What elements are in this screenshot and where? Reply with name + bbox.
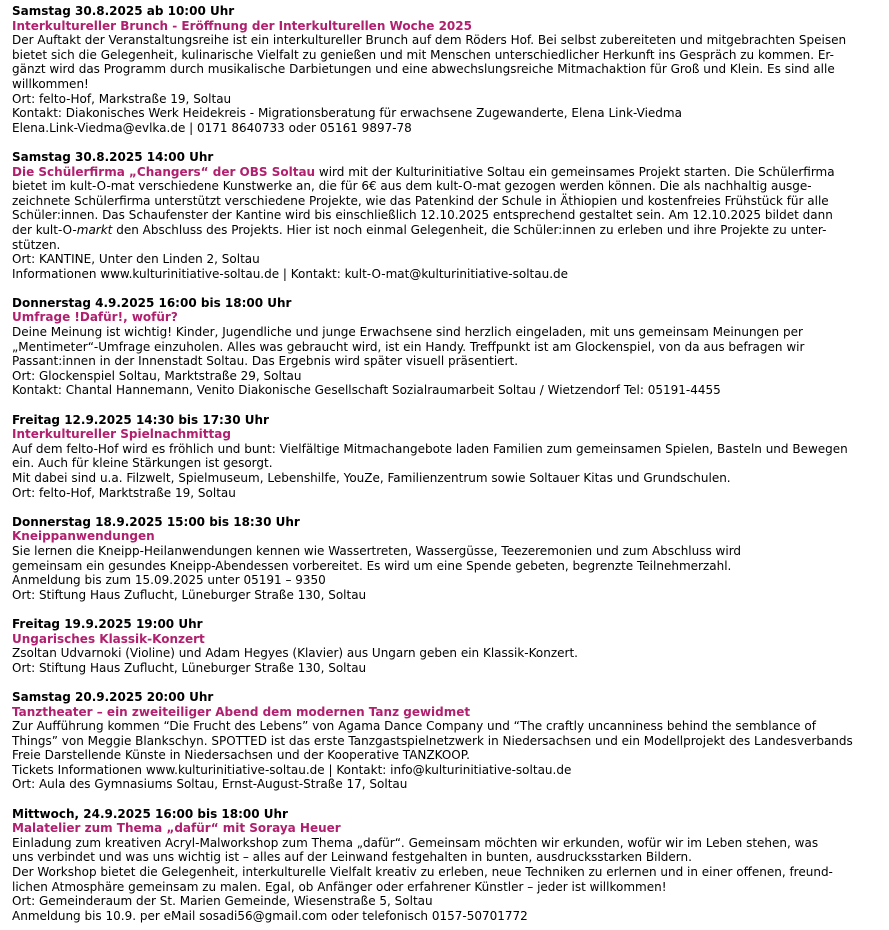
contact-line: Tickets Informationen www.kulturinitiative-soltau.de | Kontakt: info@kulturinitiative-soltau.de [12,762,572,777]
description-line: lichen Atmosphäre gemeinsam zu malen. Egal, ob Anfänger oder erfahrener Künstler – jeder ist willkommen! [12,879,667,894]
description-line: Passant:innen in der Innenstadt Soltau. Das Ergebnis wird später visuell präsentiert. [12,354,519,369]
description-line: Schüler:innen. Das Schaufenster der Kantine wird bis einschließlich 12.10.2025 entsprechend gestaltet sein. Am 12.10.2025 bildet dann [12,208,833,223]
event-title: Interkultureller Spielnachmittag [12,427,231,442]
event-title: Interkultureller Brunch - Eröffnung der Interkulturellen Woche 2025 [12,18,472,33]
event-date: Donnerstag 4.9.2025 16:00 bis 18:00 Uhr [12,295,292,310]
description-text: wird mit der Kulturinitiative Soltau ein gemeinsames Projekt starten. Die Schülerfirma [315,164,835,179]
event-malatelier [12,807,879,924]
event-title: Tanztheater – ein zweiteiliger Abend dem modernen Tanz gewidmet [12,704,471,719]
description-line: Zsoltan Udvarnoki (Violine) und Adam Hegyes (Klavier) aus Ungarn geben ein Klassik-Konzert. [12,646,578,661]
description-line: gemeinsam ein gesundes Kneipp-Abendessen vorbereitet. Es wird um eine Spende gebeten, begrenzte Teilnehmerzahl. [12,558,732,573]
contact-line: Kontakt: Chantal Hannemann, Venito Diakonische Gesellschaft Sozialraumarbeit Soltau / Wietzendorf Tel: 05191-4455 [12,383,721,398]
location-line: Ort: Stiftung Haus Zuflucht, Lüneburger Straße 130, Soltau [12,660,367,675]
description-line: Freie Darstellende Künste in Niedersachsen und der Kooperative TANZKOOP. [12,748,470,763]
description-text: den Abschluss des Projekts. Hier ist noch einmal Gelegenheit, die Schüler:innen zu erleben und ihre Projekte zu unter- [112,222,827,237]
description-line: Der Workshop bietet die Gelegenheit, interkulturelle Vielfalt kreativ zu erleben, neue Techniken zu erlernen und in einer offenen, freund- [12,865,833,880]
event-kneipp [12,515,879,603]
description-line: bietet sich die Gelegenheit, kulinarische Vielfalt zu genießen und mit Menschen unterschiedlicher Herkunft ins Gespräch zu kommen. Er- [12,47,834,62]
location-line: Ort: Aula des Gymnasiums Soltau, Ernst-August-Straße 17, Soltau [12,777,408,792]
description-line: Things” von Meggie Blankschyn. SPOTTED ist das erste Tanzgastspielnetzwerk in Niedersachsen und ein Modellprojekt des Landesverbands [12,733,853,748]
registration-line: Anmeldung bis 10.9. per eMail sosadi56@gmail.com oder telefonisch 0157-50701772 [12,908,528,923]
description-line: stützen. [12,237,61,252]
event-date: Freitag 19.9.2025 19:00 Uhr [12,616,203,631]
event-date: Donnerstag 18.9.2025 15:00 bis 18:30 Uhr [12,514,300,529]
registration-line: Anmeldung bis zum 15.09.2025 unter 05191 – 9350 [12,573,326,588]
event-schuelerfirma [12,150,879,281]
event-tanztheater [12,690,879,792]
description-line [12,165,879,180]
event-spielnachmittag [12,413,879,501]
location-line: Ort: felto-Hof, Markstraße 19, Soltau [12,91,232,106]
event-date: Freitag 12.9.2025 14:30 bis 17:30 Uhr [12,412,269,427]
event-title: Umfrage !Dafür!, wofür? [12,310,178,325]
description-line: Deine Meinung ist wichtig! Kinder, Jugendliche und junge Erwachsene sind herzlich eingeladen, mit uns gemeinsam Meinungen per [12,325,803,340]
event-brunch [12,4,879,135]
event-title: Malatelier zum Thema „dafür“ mit Soraya Heuer [12,821,341,836]
contact-line: Informationen www.kulturinitiative-soltau.de | Kontakt: kult-O-mat@kulturinitiative-soltau.de [12,266,569,281]
description-line: Auf dem felto-Hof wird es fröhlich und bunt: Vielfältige Mitmachangebote laden Familien zum gemeinsamen Spielen, Basteln und Bewegen [12,441,848,456]
description-line: Sie lernen die Kneipp-Heilanwendungen kennen wie Wassertreten, Wassergüsse, Teezeremonien und zum Abschluss wird [12,543,742,558]
location-line: Ort: KANTINE, Unter den Linden 2, Soltau [12,252,260,267]
description-line: Der Auftakt der Veranstaltungsreihe ist ein interkultureller Brunch auf dem Röders Hof. Bei selbst zubereiteten und mitgebrachten Speisen [12,33,847,48]
event-date: Samstag 20.9.2025 20:00 Uhr [12,689,214,704]
description-line: zeichnete Schülerfirma unterstützt verschiedene Projekte, wie das Patenkind der Schule in Äthiopien und kostenfreies Frühstück für alle [12,193,829,208]
description-line: willkommen! [12,76,89,91]
location-line: Ort: Stiftung Haus Zuflucht, Lüneburger Straße 130, Soltau [12,587,367,602]
description-line: gänzt wird das Programm durch musikalische Darbietungen und eine abwechslungsreiche Mitmachaktion für Groß und Klein. Es sind alle [12,62,835,77]
event-title: Ungarisches Klassik-Konzert [12,631,205,646]
event-title-inline: Die Schülerfirma „Changers“ der OBS Soltau [12,164,316,179]
location-line: Ort: felto-Hof, Marktstraße 19, Soltau [12,485,236,500]
event-title: Kneippanwendungen [12,529,155,544]
event-date: Samstag 30.8.2025 14:00 Uhr [12,149,214,164]
event-date: Samstag 30.8.2025 ab 10:00 Uhr [12,4,235,18]
description-line: Mit dabei sind u.a. Filzwelt, Spielmuseum, Lebenshilfe, YouZe, Familienzentrum sowie Soltauer Kitas und Grundschulen. [12,471,731,485]
location-line: Ort: Gemeinderaum der St. Marien Gemeinde, Wiesenstraße 5, Soltau [12,894,433,909]
event-umfrage [12,296,879,398]
description-text: der kult-O- [12,222,77,237]
description-line: Zur Aufführung kommen “Die Frucht des Lebens” von Agama Dance Company und “The craftly uncanniness behind the semblance of [12,719,816,734]
location-line: Ort: Glockenspiel Soltau, Marktstraße 29, Soltau [12,368,302,383]
description-line [12,223,879,238]
contact-details-line: Elena.Link-Viedma@evlka.de | 0171 8640733 oder 05161 9897-78 [12,120,412,135]
event-date: Mittwoch, 24.9.2025 16:00 bis 18:00 Uhr [12,806,288,821]
description-line: Einladung zum kreativen Acryl-Malworkshop zum Thema „dafür“. Gemeinsam möchten wir erkunden, wofür wir im Leben stehen, was [12,835,819,850]
description-line: „Mentimeter“-Umfrage einzuholen. Alles was gebraucht wird, ist ein Handy. Treffpunkt ist am Glockenspiel, von da aus befragen wir [12,339,805,354]
description-line: ein. Auch für kleine Stärkungen ist gesorgt. [12,456,273,471]
description-line: uns verbindet und was uns wichtig ist – alles auf der Leinwand festgehalten in bunten, ausdrucksstarken Bildern. [12,850,692,865]
markt-italic: markt [76,222,113,237]
description-line: bietet im kult-O-mat verschiedene Kunstwerke an, die für 6€ aus dem kult-O-mat gezogen werden können. Die als nachhaltig ausge- [12,179,812,194]
contact-line: Kontakt: Diakonisches Werk Heidekreis - Migrationsberatung für erwachsene Zugewanderte, Elena Link-Viedma [12,106,682,121]
event-klassik-konzert [12,617,879,675]
